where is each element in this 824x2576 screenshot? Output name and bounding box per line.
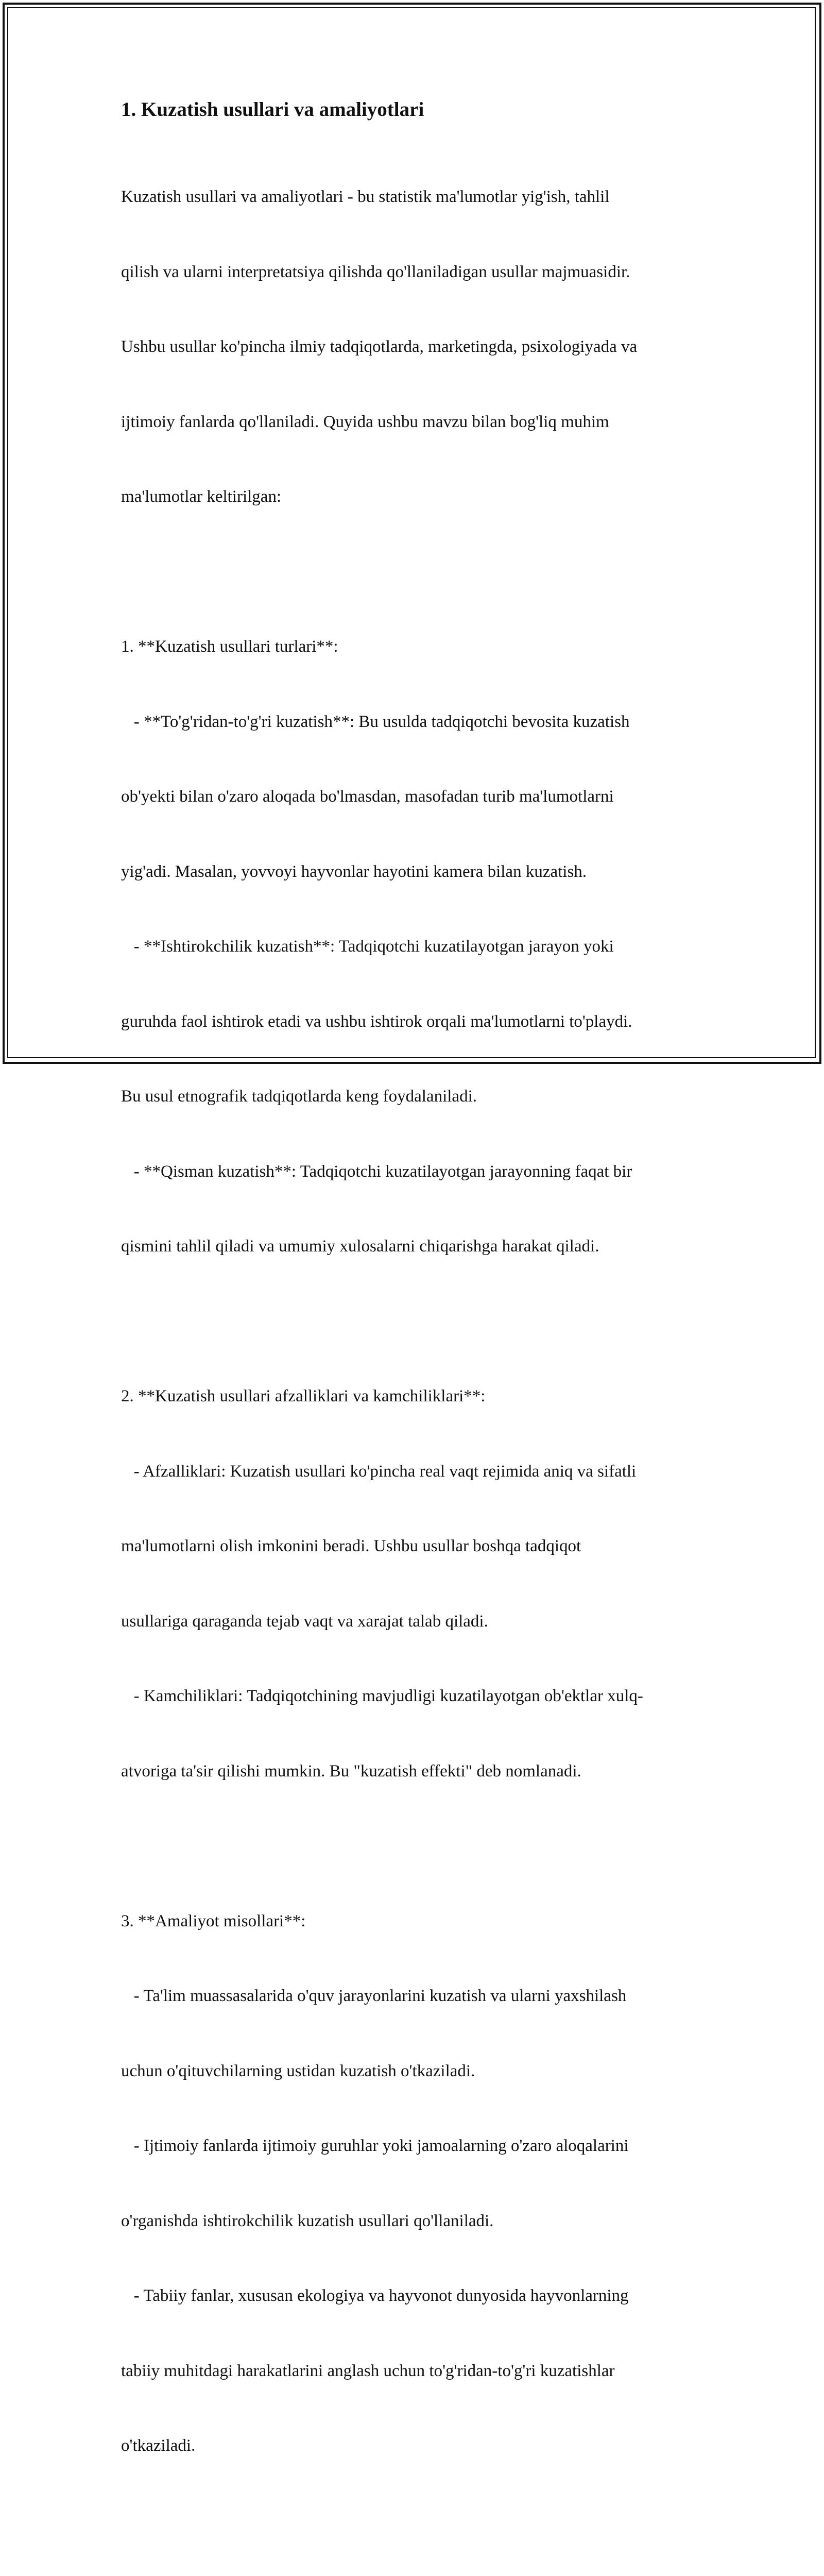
section-heading: 1. **Kuzatish usullari turlari**: — [121, 637, 338, 656]
text-line: qilish va ularni interpretatsiya qilishda qo'llaniladigan usullar majmuasidir. — [121, 262, 630, 281]
text-line: qismini tahlil qiladi va umumiy xulosalarni chiqarishga harakat qiladi. — [121, 1237, 599, 1256]
text-line: - Ta'lim muassasalarida o'quv jarayonlarini kuzatish va ularni yaxshilash — [121, 1987, 627, 2005]
text-line: - **Qisman kuzatish**: Tadqiqotchi kuzatilayotgan jarayonning faqat bir — [121, 1162, 632, 1181]
text-line: Bu usul etnografik tadqiqotlarda keng foydalaniladi. — [121, 1087, 477, 1106]
paragraph-gap — [121, 560, 708, 585]
intro-paragraph — [121, 134, 708, 560]
text-line: Kuzatish usullari va amaliyotlari - bu statistik ma'lumotlar yig'ish, tahlil — [121, 188, 610, 206]
paragraph-gap — [121, 1834, 708, 1859]
text-line: o'rganishda ishtirokchilik kuzatish usullari qo'llaniladi. — [121, 2211, 494, 2230]
section-pros-cons — [121, 1334, 708, 1834]
text-line: ma'lumotlar keltirilgan: — [121, 487, 282, 506]
text-line: - Tabiiy fanlar, xususan ekologiya va hayvonot dunyosida hayvonlarning — [121, 2286, 629, 2305]
document-body — [121, 95, 708, 2576]
text-line: - **To'g'ridan-to'g'ri kuzatish**: Bu usulda tadqiqotchi bevosita kuzatish — [121, 712, 630, 731]
text-line: - Afzalliklari: Kuzatish usullari ko'pincha real vaqt rejimida aniq va sifatli — [121, 1462, 637, 1481]
section-observation-types — [121, 584, 708, 1309]
text-line: yig'adi. Masalan, yovvoyi hayvonlar hayotini kamera bilan kuzatish. — [121, 862, 587, 881]
text-line: Ushbu usullar ko'pincha ilmiy tadqiqotlarda, marketingda, psixologiyada va — [121, 337, 638, 356]
section-heading: 3. **Amaliyot misollari**: — [121, 1911, 306, 1930]
text-line: o'tkaziladi. — [121, 2436, 196, 2455]
text-line: guruhda faol ishtirok etadi va ushbu ishtirok orqali ma'lumotlarni to'playdi. — [121, 1012, 632, 1031]
text-line: - Ijtimoiy fanlarda ijtimoiy guruhlar yoki jamoalarning o'zaro aloqalarini — [121, 2137, 629, 2155]
text-line: ijtimoiy fanlarda qo'llaniladi. Quyida ushbu mavzu bilan bog'liq muhim — [121, 412, 609, 431]
section-heading: 2. **Kuzatish usullari afzalliklari va kamchiliklari**: — [121, 1387, 486, 1405]
text-line: atvoriga ta'sir qilishi mumkin. Bu "kuzatish effekti" deb nomlanadi. — [121, 1761, 581, 1781]
text-line: usullariga qaraganda tejab vaqt va xarajat talab qiladi. — [121, 1612, 488, 1631]
paragraph-gap — [121, 2509, 708, 2534]
text-line: - **Ishtirokchilik kuzatish**: Tadqiqotchi kuzatilayotgan jarayon yoki — [121, 937, 614, 956]
paragraph-gap — [121, 1309, 708, 1334]
section-statistical-observations — [121, 2533, 708, 2576]
document-title: 1. Kuzatish usullari va amaliyotlari — [121, 98, 424, 121]
text-line: tabiiy muhitdagi harakatlarini anglash uchun to'g'ridan-to'g'ri kuzatishlar — [121, 2361, 615, 2380]
text-line: uchun o'qituvchilarning ustidan kuzatish o'tkaziladi. — [121, 2061, 475, 2080]
section-practice-examples — [121, 1859, 708, 2509]
text-line: ob'yekti bilan o'zaro aloqada bo'lmasdan, masofadan turib ma'lumotlarni — [121, 787, 614, 806]
text-line: ma'lumotlarni olish imkonini beradi. Ushbu usullar boshqa tadqiqot — [121, 1537, 581, 1555]
text-line: - Kamchiliklari: Tadqiqotchining mavjudligi kuzatilayotgan ob'ektlar xulq- — [121, 1687, 643, 1705]
